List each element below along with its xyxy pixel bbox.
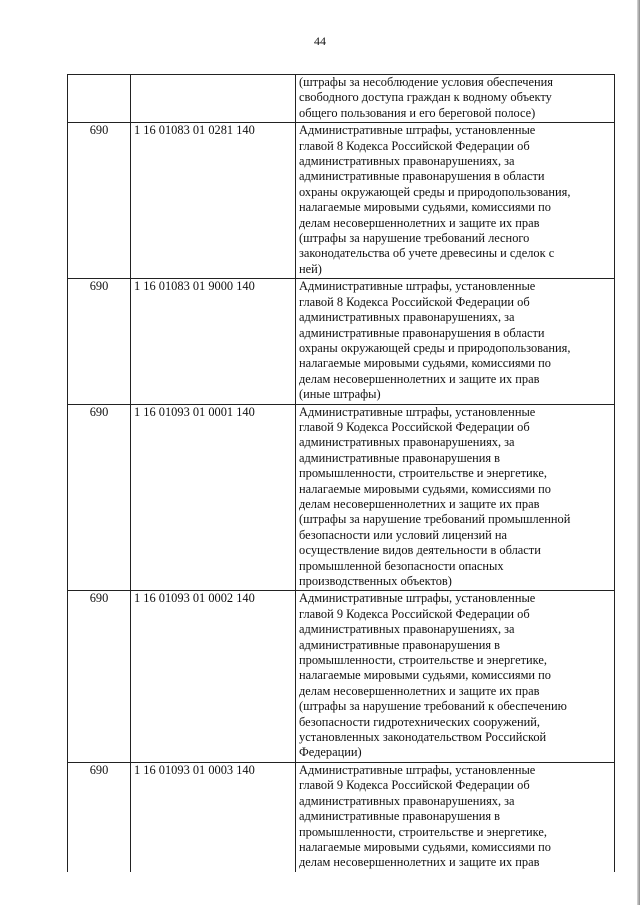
page-number: 44 (314, 34, 326, 48)
table-row (68, 591, 615, 762)
income-name-cell: Административные штрафы, установленные главой 9 Кодекса Российской Федерации об административных правонарушениях, за административные правонарушения в промышленности, строительстве и энергетике, налагаемые мировыми судьями, комиссиями по делам несовершеннолетних и защите их прав (296, 762, 615, 871)
table-row (68, 404, 615, 591)
admin-code-cell: 690 (68, 591, 131, 762)
income-name-cell: Административные штрафы, установленные главой 9 Кодекса Российской Федерации об административных правонарушениях, за административные правонарушения в промышленности, строительстве и энергетике, налагаемые мировыми судьями, комиссиями по делам несовершеннолетних и защите их прав (штрафы за нарушение требований к обеспечению безопасности гидротехнических сооружений, установленных законодательством Российской Федерации) (296, 591, 615, 762)
table-row (68, 75, 615, 123)
income-name-cell: Административные штрафы, установленные главой 8 Кодекса Российской Федерации об административных правонарушениях, за административные правонарушения в области охраны окружающей среды и природопользования, налагаемые мировыми судьями, комиссиями по делам несовершеннолетних и защите их прав (иные штрафы) (296, 279, 615, 404)
admin-code-cell: 690 (68, 123, 131, 279)
income-name-cell: Административные штрафы, установленные главой 8 Кодекса Российской Федерации об административных правонарушениях, за административные правонарушения в области охраны окружающей среды и природопользования, налагаемые мировыми судьями, комиссиями по делам несовершеннолетних и защите их прав (штрафы за нарушение требований лесного законодательства об учете древесины и сделок с ней) (296, 123, 615, 279)
table-row (68, 762, 615, 871)
budget-code-cell (131, 75, 296, 123)
budget-code-cell: 1 16 01083 01 0281 140 (131, 123, 296, 279)
fees-table (67, 74, 615, 872)
admin-code-cell: 690 (68, 279, 131, 404)
income-name-cell: (штрафы за несоблюдение условия обеспечения свободного доступа граждан к водному объекту общего пользования и его береговой полосе) (296, 75, 615, 123)
table-row (68, 279, 615, 404)
table-row (68, 123, 615, 279)
budget-code-cell: 1 16 01093 01 0003 140 (131, 762, 296, 871)
income-name-cell: Административные штрафы, установленные главой 9 Кодекса Российской Федерации об административных правонарушениях, за административные правонарушения в промышленности, строительстве и энергетике, налагаемые мировыми судьями, комиссиями по делам несовершеннолетних и защите их прав (штрафы за нарушение требований промышленной безопасности или условий лицензий на осуществление видов деятельности в области промышленной безопасности опасных производственных объектов) (296, 404, 615, 591)
budget-code-cell: 1 16 01093 01 0002 140 (131, 591, 296, 762)
admin-code-cell: 690 (68, 762, 131, 871)
budget-code-cell: 1 16 01093 01 0001 140 (131, 404, 296, 591)
admin-code-cell (68, 75, 131, 123)
budget-code-cell: 1 16 01083 01 9000 140 (131, 279, 296, 404)
admin-code-cell: 690 (68, 404, 131, 591)
